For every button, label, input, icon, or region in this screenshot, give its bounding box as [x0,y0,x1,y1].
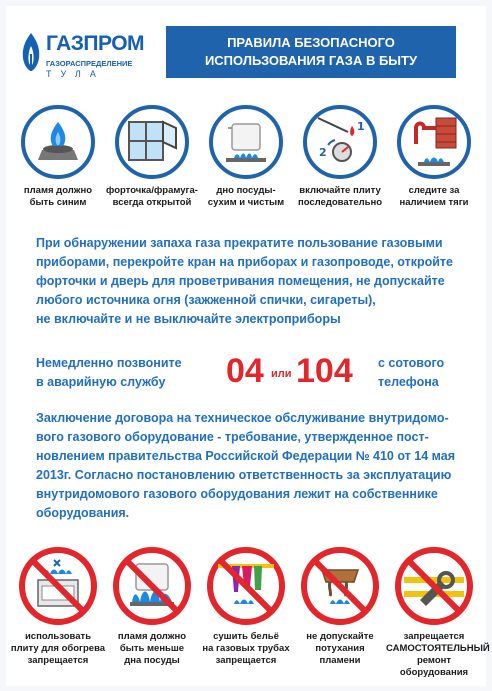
rule-caption: запрещается САМОСТОЯТЕЛЬНЫЙ ремонт оборудования [386,631,490,678]
rule-blue-flame [10,104,106,209]
rules-row-top [6,104,486,224]
rule-caption: дно посуды- сухим и чистым [207,185,285,208]
title-line-1: ПРАВИЛА БЕЗОПАСНОГО [227,35,395,50]
title-line-2: ИСПОЛЬЗОВАНИЯ ГАЗА В БЫТУ [204,53,418,68]
gas-leak-instructions: При обнаружении запаха газа прекратите пользование газовыми приборами, перекройте кран на приборах и газопроводе, откройте форточки и дверь для проветривания помещения, не допускайте любого источника огня (зажженной спички, сигареты), не включайте и не выключайте электроприборы [36,236,453,326]
emergency-call-text: Немедленно позвоните в аварийную службу [36,356,182,389]
boiling-over-icon [300,546,380,626]
rule-caption: следите за наличием тяги [399,185,469,208]
svg-text:2: 2 [319,146,327,159]
rule-dry-pot [198,104,294,209]
safety-poster [6,6,490,686]
emergency-or: или [271,368,292,380]
emergency-number-104: 104 [296,352,353,390]
blue-flame-icon [20,104,96,180]
ignition-sequence-icon [302,104,378,180]
rule-no-heating [10,546,106,667]
brand-name: ГАЗПРОМ [46,32,145,55]
maintenance-contract-text: Заключение договора на техническое обслуживание внутридомо- вого газового оборудование - требование, утвержденное пост- новлением правительства Российской Федерации № 410 от 14 мая 2013г. Согласно постановлению ответственность за эксплуатацию внутридомового газового оборудования лежит на собственнике оборудования. [36,411,455,520]
rule-no-drying-laundry [198,546,294,667]
brand-city: ТУЛА [46,69,105,79]
brand-subtitle: ГАЗОРАСПРЕДЕЛЕНИЕ [46,59,133,68]
emergency-mobile-text: с сотового телефона [378,356,445,389]
clean-pot-icon [208,104,284,180]
rules-row-bottom [6,546,490,678]
rule-caption: пламя должно быть синим [23,185,93,208]
rule-check-draft [386,104,482,209]
rule-open-window [104,104,200,209]
rule-no-self-repair [386,546,490,679]
emergency-contact [6,354,486,404]
rule-caption: включайте плиту последовательно [297,185,383,208]
no-self-repair-icon [394,546,474,626]
rule-no-flame-out [292,546,388,667]
rule-caption: использовать плиту для обогрева запрещается [10,631,106,666]
svg-text:1: 1 [357,120,365,133]
rule-caption: не допускайте потухания пламени [306,631,374,666]
chimney-draft-icon [396,104,472,180]
rule-flame-smaller [104,546,200,667]
poster-title [166,26,456,78]
open-window-icon [114,104,190,180]
rule-caption: пламя должно быть меньше дна посуды [117,631,187,666]
flame-size-icon [112,546,192,626]
no-laundry-icon [206,546,286,626]
no-heating-stove-icon [18,546,98,626]
rule-caption: форточка/фрамуга- всегда открытой [106,185,198,208]
rule-caption: сушить бельё на газовых трубах запрещается [202,631,290,666]
emergency-number-04: 04 [226,352,264,390]
gazprom-flame-icon [20,32,42,72]
rule-ignite-sequence [292,104,388,209]
gazprom-logo [12,24,152,84]
